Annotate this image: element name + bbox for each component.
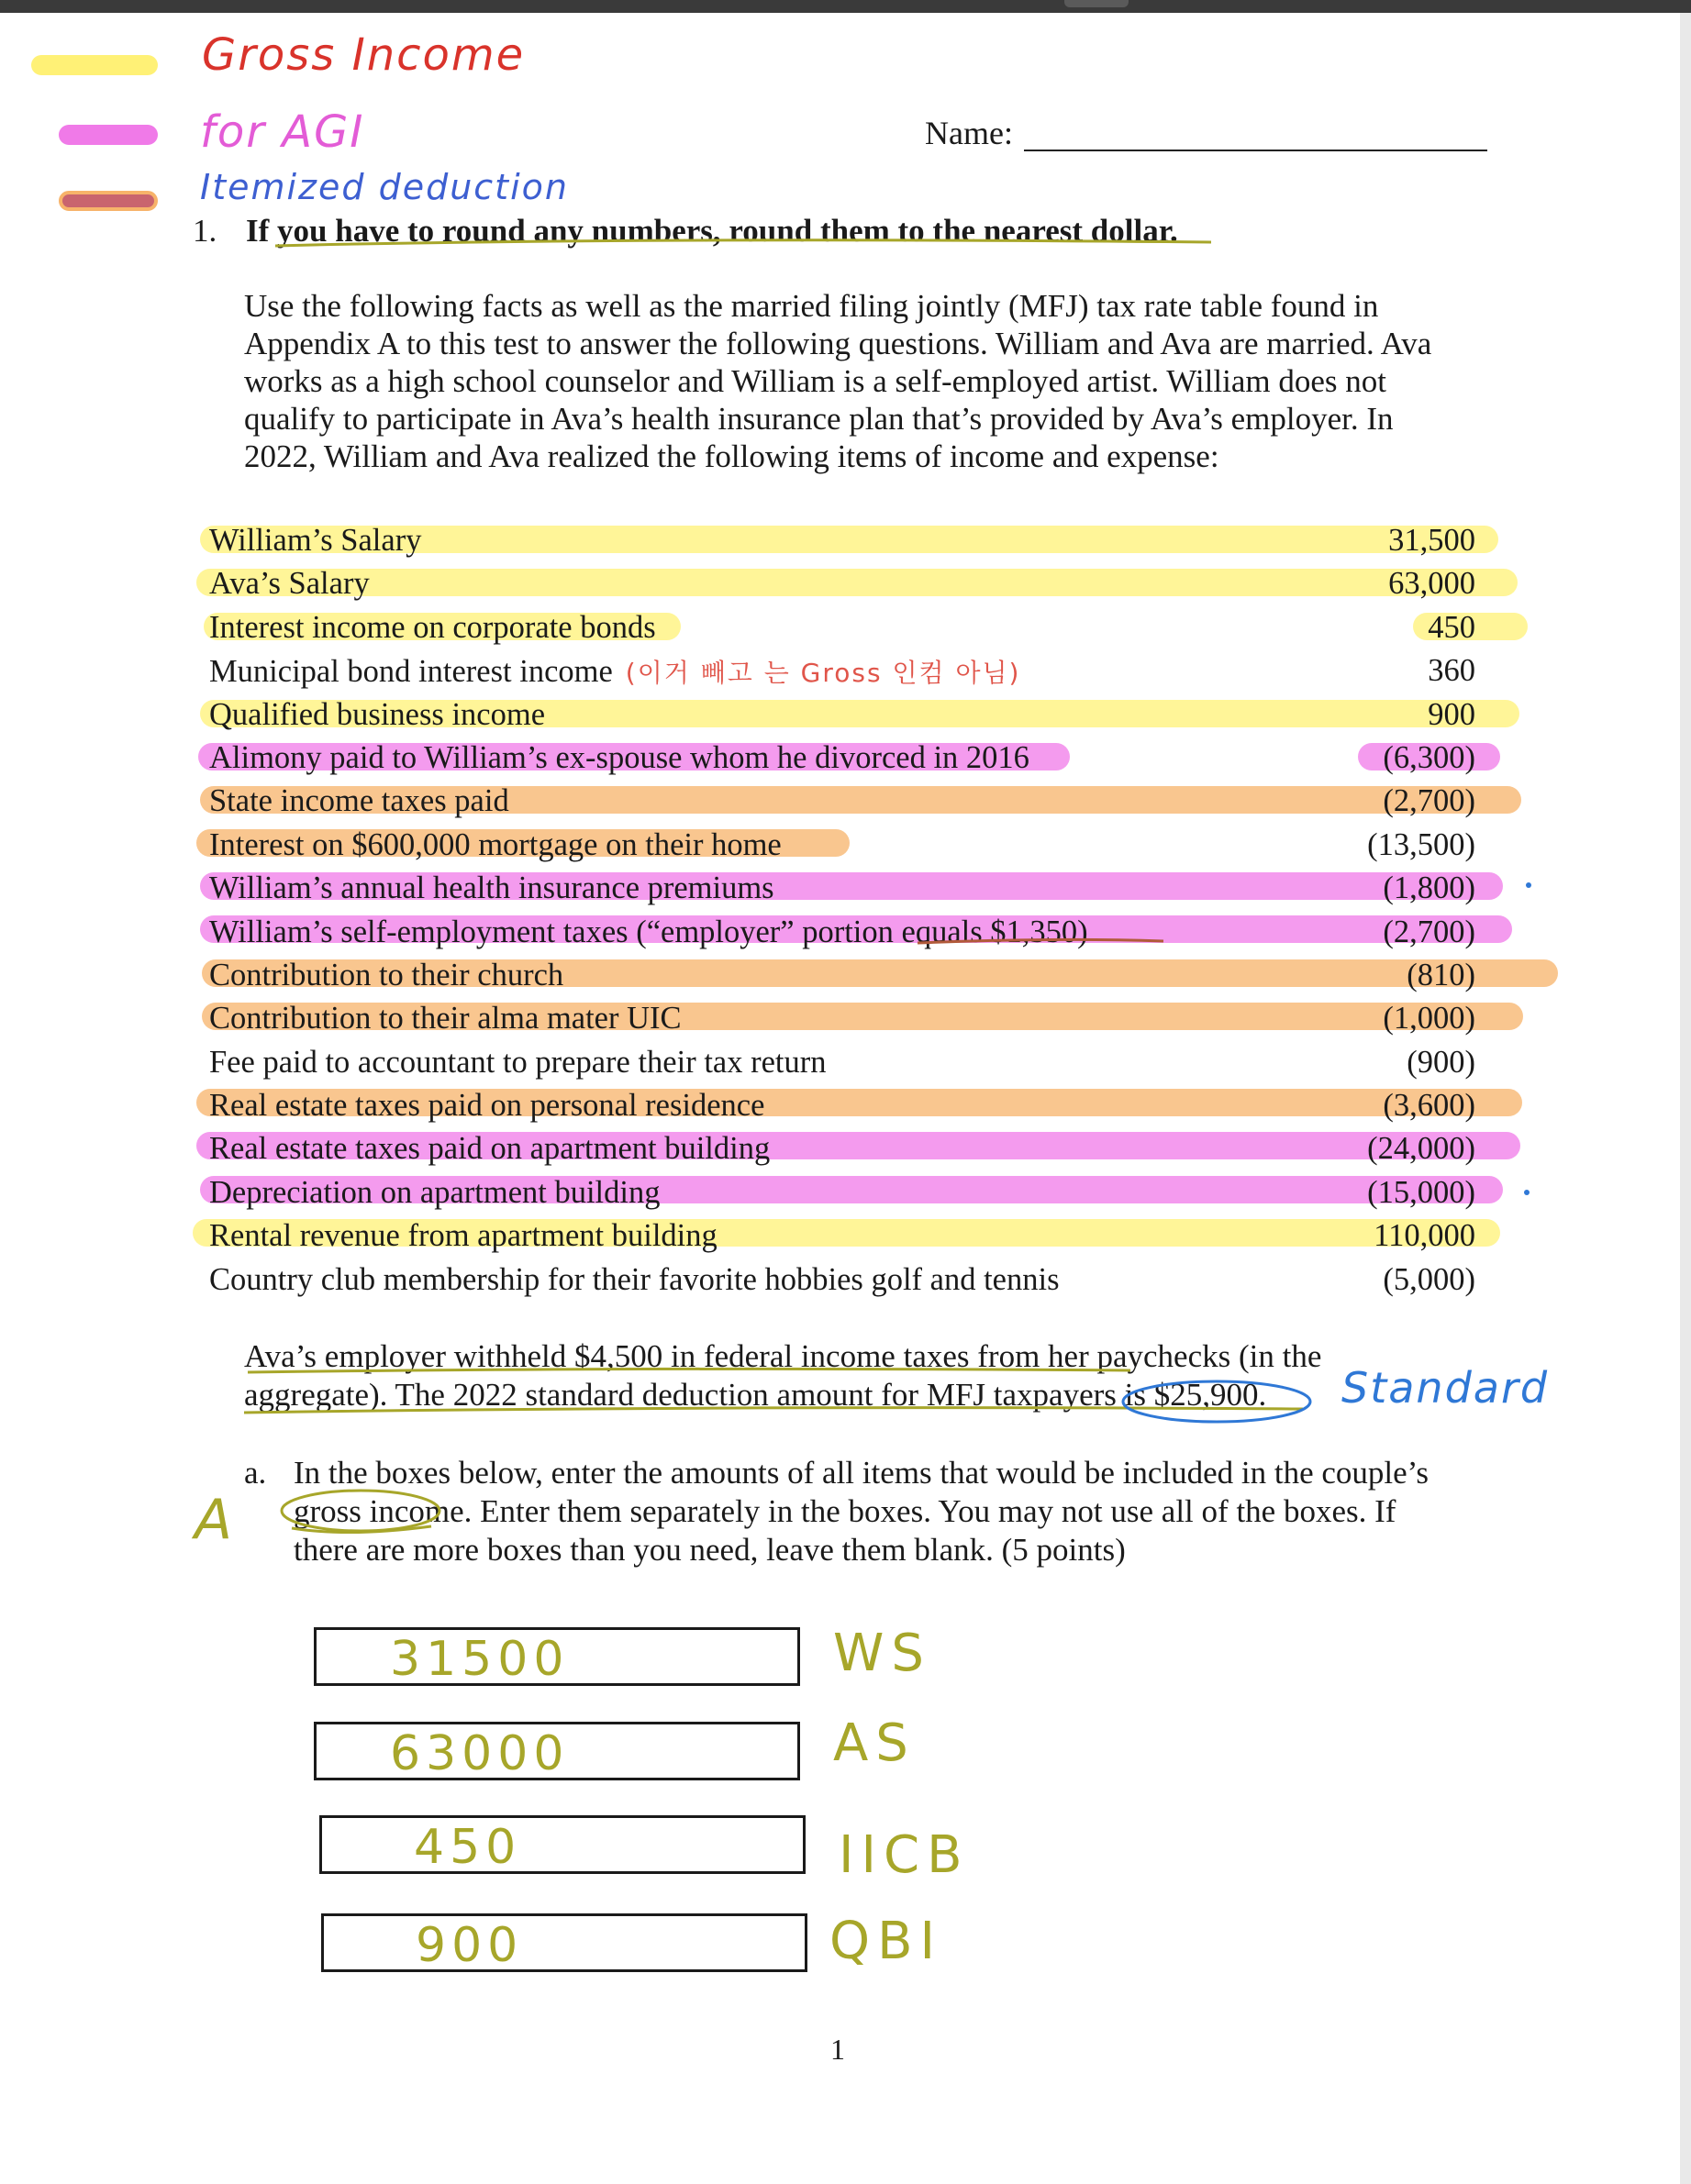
item-amount: 900 [1428, 696, 1475, 732]
handwritten-standard: Standard [1341, 1363, 1550, 1413]
answer-value: 450 [414, 1820, 522, 1875]
item-label: Interest on $600,000 mortgage on their home [209, 826, 782, 862]
dot-mark [1524, 1190, 1530, 1195]
circle-gross-income [282, 1491, 439, 1531]
handwritten-star-a: A [195, 1488, 235, 1552]
item-label: Fee paid to accountant to prepare their tax return [209, 1044, 827, 1080]
answer-abbr: AS [833, 1713, 916, 1773]
part-a-line: In the boxes below, enter the amounts of all items that would be included in the couple’s [294, 1455, 1430, 1491]
intro-line: works as a high school counselor and William is a self-employed artist. William does not [244, 363, 1386, 399]
item-label: Depreciation on apartment building [209, 1174, 661, 1210]
underline-withholding [248, 1369, 1130, 1372]
item-amount: (900) [1407, 1044, 1475, 1080]
part-a-line: gross income. Enter them separately in the boxes. You may not use all of the boxes. If [294, 1493, 1396, 1529]
underline-heading [275, 240, 1211, 246]
item-label: Ava’s Salary [209, 566, 370, 602]
legend-itemized-deduction: Itemized deduction [200, 167, 569, 207]
item-label: William’s self-employment taxes (“employer” portion equals $1,350) [209, 914, 1088, 949]
item-amount: (2,700) [1383, 783, 1475, 819]
item-amount: (810) [1407, 957, 1475, 992]
item-label: Municipal bond interest income [209, 654, 613, 690]
handwritten-note-municipal: (이거 빼고 는 Gross 인컴 아님) [625, 658, 1021, 689]
item-amount: 360 [1428, 653, 1475, 689]
item-amount: (5,000) [1383, 1261, 1475, 1297]
circle-standard-amount [1123, 1381, 1310, 1422]
dot-mark [1526, 882, 1531, 888]
item-label: William’s Salary [209, 523, 422, 558]
item-amount: (6,300) [1383, 739, 1475, 775]
item-amount: (2,700) [1383, 914, 1475, 949]
item-amount: (13,500) [1367, 826, 1475, 862]
intro-line: 2022, William and Ava realized the following items of income and expense: [244, 438, 1219, 474]
item-label: Country club membership for their favorite hobbies golf and tennis [209, 1261, 1060, 1297]
item-amount: (3,600) [1383, 1088, 1475, 1124]
intro-line: Use the following facts as well as the married filing jointly (MFJ) tax rate table found in [244, 288, 1379, 324]
item-amount: (24,000) [1367, 1131, 1475, 1167]
underline-standard-deduction [244, 1408, 1303, 1413]
legend-gross-income: Gross Income [202, 29, 526, 81]
item-label: Contribution to their church [209, 957, 564, 992]
part-a-letter: a. [244, 1455, 267, 1491]
item-label: Alimony paid to William’s ex-spouse whom he divorced in 2016 [209, 739, 1029, 775]
item-amount: (1,000) [1383, 1001, 1475, 1037]
item-amount: (15,000) [1367, 1174, 1475, 1210]
intro-line: Appendix A to this test to answer the following questions. William and Ava are married. Ava [244, 326, 1432, 361]
item-amount: 110,000 [1374, 1218, 1475, 1254]
item-amount: 31,500 [1388, 523, 1475, 558]
question-heading: If you have to round any numbers, round them to the nearest dollar. [246, 213, 1178, 249]
item-amount: (1,800) [1383, 870, 1475, 906]
item-label: Real estate taxes paid on personal residence [209, 1088, 765, 1124]
answer-abbr: IICB [839, 1825, 970, 1885]
answer-value: 63000 [390, 1726, 570, 1781]
item-label: State income taxes paid [209, 783, 509, 819]
item-label: Real estate taxes paid on apartment building [209, 1131, 771, 1167]
page-number: 1 [830, 2033, 845, 2066]
withholding-line: Ava’s employer withheld $4,500 in federal income taxes from her paychecks (in the [244, 1338, 1322, 1374]
intro-line: qualify to participate in Ava’s health insurance plan that’s provided by Ava’s employer. In [244, 401, 1394, 437]
item-amount: 450 [1428, 609, 1475, 645]
answer-value: 31500 [390, 1632, 570, 1687]
item-amount: 63,000 [1388, 566, 1475, 602]
item-label: Qualified business income [209, 696, 546, 732]
part-a-line: there are more boxes than you need, leave them blank. (5 points) [294, 1532, 1126, 1568]
item-label: Contribution to their alma mater UIC [209, 1001, 682, 1037]
underline-municipal [918, 939, 1163, 943]
item-label: William’s annual health insurance premiums [209, 870, 774, 906]
answer-abbr: WS [833, 1624, 931, 1683]
answer-value: 900 [416, 1918, 524, 1973]
answer-abbr: QBI [829, 1912, 943, 1971]
question-number: 1. [193, 213, 217, 249]
legend-for-agi: for AGI [200, 106, 365, 158]
item-label: Interest income on corporate bonds [209, 609, 656, 645]
name-label: Name: [925, 115, 1013, 151]
item-label: Rental revenue from apartment building [209, 1218, 718, 1254]
withholding-line: aggregate). The 2022 standard deduction amount for MFJ taxpayers is $25,900. [244, 1377, 1267, 1413]
